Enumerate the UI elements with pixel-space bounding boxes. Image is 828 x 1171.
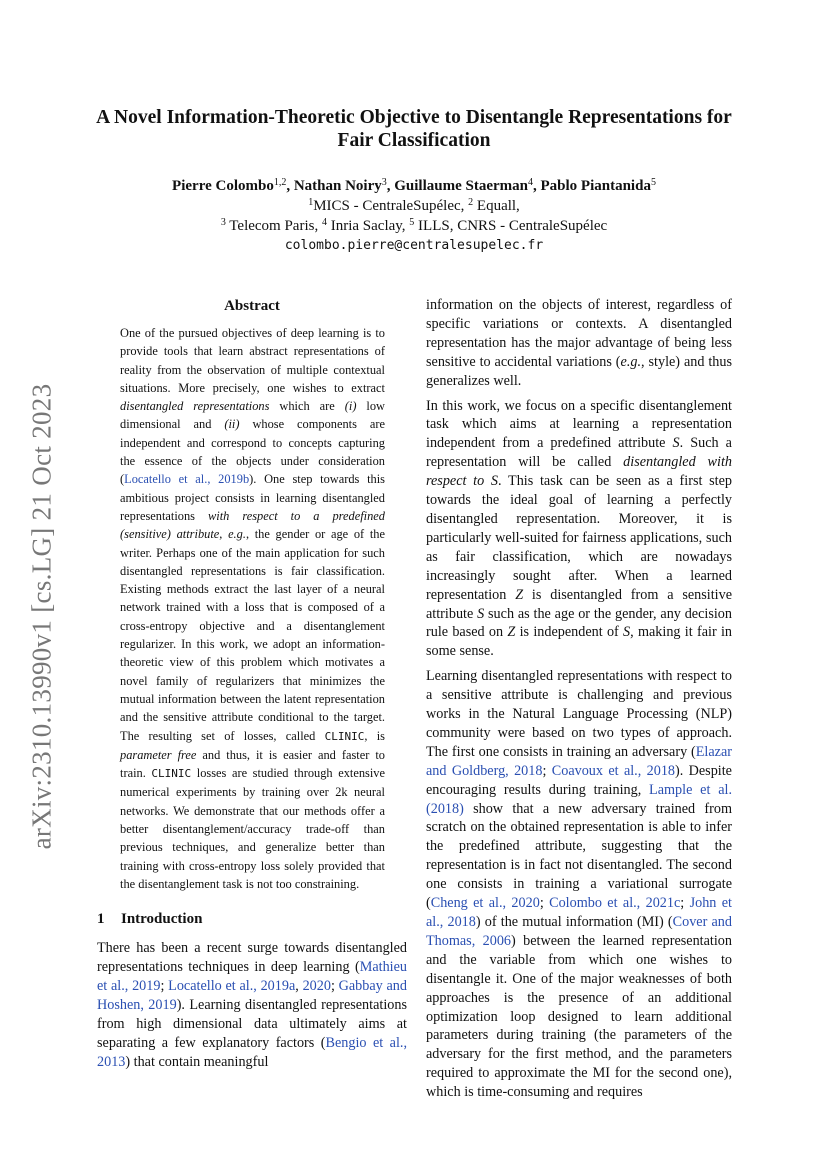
affiliation-text: Telecom Paris, [225,218,322,234]
affiliation-text: ILLS, CNRS - CentraleSupélec [414,218,608,234]
left-column [97,296,407,1072]
author-block [90,176,738,256]
section-heading-introduction [97,909,407,929]
affiliation-marker: 1,2 [273,177,287,188]
citation-link[interactable]: 2020 [302,978,331,995]
affiliation-marker: 5 [409,217,415,228]
citation-link[interactable]: John et al., 2018 [426,895,732,930]
intro-paragraph-4: Learning disentangled representations with respect to a sensitive attribute is challenging and previous works in the Natural Language Processing (NLP) community were based on two types of approach. The first one consists in training an adversary (Elazar and Goldberg, 2018; Coavoux et al., 2018). Despite encouraging results during training, Lample et al. (2018) show that a new adversary trained from scratch on the obtained representation is able to infer the predefined attribute, suggesting that the representation is in fact not disentangled. The second one consists in training a variational surrogate (Cheng et al., 2020; Colombo et al., 2021c; John et al., 2018) of the mutual information (MI) (Cover and Thomas, 2006) between the learned representation and the variable from which one wishes to disentangle it. One of the major weaknesses of both approaches is the presence of an additional optimization loop designed to learn additional parameters during training (the parameters of the adversary for the first method, and the parameters required to approximate the MI for the second one), which is time-consuming and requires [426,668,732,1101]
affiliation-marker: 4 [528,177,533,188]
citation-link[interactable]: Cover and Thomas, 2006 [426,914,732,949]
italic-text: e.g. [620,353,642,370]
citation-link[interactable]: Cheng et al., 2020 [430,895,540,912]
citation-link[interactable]: Colombo et al., 2021c [549,895,681,912]
section-title: Introduction [121,911,203,928]
intro-paragraph-2: information on the objects of interest, regardless of specific variations or contexts. A disentangled representation has the major advantage of being less sensitive to accidental variations (e.g., style) and thus generalizes well. [426,297,733,389]
affiliation-marker: 1 [308,197,314,208]
author-name: Pierre Colombo [172,178,274,194]
affiliation-marker: 3 [220,217,226,228]
citation-link[interactable]: Locatello et al., 2019a [168,978,296,995]
intro-paragraph-3: In this work, we focus on a specific disentanglement task which aims at learning a representation independent from a predefined attribute S. Such a representation will be called disentangled with respect to S. This task can be seen as a first step towards the ideal goal of learning a perfectly disentangled representation. Moreover, it is particularly well-suited for fairness applications, such as fair classification, which are nowadays increasingly sought after. When a learned representation Z is disentangled from a sensitive attribute S such as the age or the gender, any decision rule based on Z is independent of S, making it fair in some sense. [426,397,732,660]
italic-text: Z [507,624,516,641]
section-number: 1 [97,911,105,928]
italic-text: disentangled with respect to S [426,454,732,490]
italic-text: Z [515,586,524,603]
arxiv-sidebar-stamp [22,366,62,866]
author-name: Nathan Noiry [293,178,382,194]
italic-text: parameter free [120,747,197,762]
italic-text: e.g. [228,527,246,542]
affiliation-line-2 [90,216,738,236]
citation-link[interactable]: Elazar and Goldberg, 2018 [426,743,732,779]
abstract-heading: Abstract [224,298,280,314]
author-name: Pablo Piantanida [540,178,651,194]
italic-text: with respect to a predefined (sensitive) attribute [120,508,385,542]
affiliation-marker: 2 [468,197,474,208]
affiliation-text: MICS - CentraleSupélec, [313,198,469,214]
paper-title: A Novel Information-Theoretic Objective to Disentangle Representations for Fair Classification [96,107,732,151]
affiliation-marker: 3 [381,177,387,188]
affiliation-line-1 [90,196,738,216]
italic-text: (i) [344,399,357,414]
arxiv-id: arXiv:2310.13990v1 [cs.LG] 21 Oct 2023 [26,383,57,849]
abstract-body: One of the pursued objectives of deep learning is to provide tools that learn abstract representations of reality from the observation of multiple contextual situations. More precisely, one wishes to extract disentangled representations which are (i) low dimensional and (ii) whose components are independent and correspond to concepts capturing the essence of the objects under consideration (Locatello et al., 2019b). One step towards this ambitious project consists in learning disentangled representations with respect to a predefined (sensitive) attribute, e.g., the gender or age of the writer. Perhaps one of the main application for such disentangled representations is fair classification. Existing methods extract the last layer of a neural network trained with a loss that is composed of a cross-entropy objective and a disentanglement regularizer. In this work, we adopt an information-theoretic view of this problem which motivates a novel family of regularizers that minimizes the mutual information between the latent representation and the sensitive attribute conditional to the target. The resulting set of losses, called CLINIC, is parameter free and thus, it is easier and faster to train. CLINIC losses are studied through extensive numerical experiments by training over 2k neural networks. We demonstrate that our methods offer a better disentanglement/accuracy trade-off than previous techniques, and generalize better than training with cross-entropy loss solely provided that the disentanglement task is not too constraining. [120,326,385,891]
italic-text: S [477,605,485,622]
citation-link[interactable]: Bengio et al., 2013 [97,1034,407,1070]
citation-link[interactable]: Gabbay and Hoshen, 2019 [97,978,407,1013]
affiliation-marker: 4 [321,217,327,228]
intro-paragraph-1: There has been a recent surge towards disentangled representations techniques in deep learning (Mathieu et al., 2019; Locatello et al., 2019a, 2020; Gabbay and Hoshen, 2019). Learning disentangled representations from high dimensional data ultimately aims at separating a few explanatory factors (Bengio et al., 2013) that contain meaningful [97,940,407,1070]
italic-text: S [623,624,631,641]
citation-link[interactable]: Mathieu et al., 2019 [97,959,407,995]
affiliation-text: Inria Saclay, [326,218,410,234]
citation-link[interactable]: Coavoux et al., 2018 [551,762,676,779]
italic-text: (ii) [224,417,240,432]
author-email[interactable]: colombo.pierre@centralesupelec.fr [284,238,544,253]
author-name: Guillaume Staerman [394,178,528,194]
affiliation-text: Equall, [473,198,520,214]
italic-text: S [672,435,680,452]
code-term: CLINIC [324,729,365,743]
author-names: Pierre Colombo$^{1,2}$, Nathan Noiry$^3$, Guillaume Staerman$^4$, Pablo Piantanida$^5$ [172,177,656,194]
citation-link[interactable]: Locatello et al., 2019b [124,472,250,487]
italic-text: disentangled representations [120,399,270,414]
affiliation-marker: 5 [650,177,656,188]
right-column [426,296,732,1102]
citation-link[interactable]: Lample et al. (2018) [426,781,732,817]
code-term: CLINIC [151,767,192,781]
